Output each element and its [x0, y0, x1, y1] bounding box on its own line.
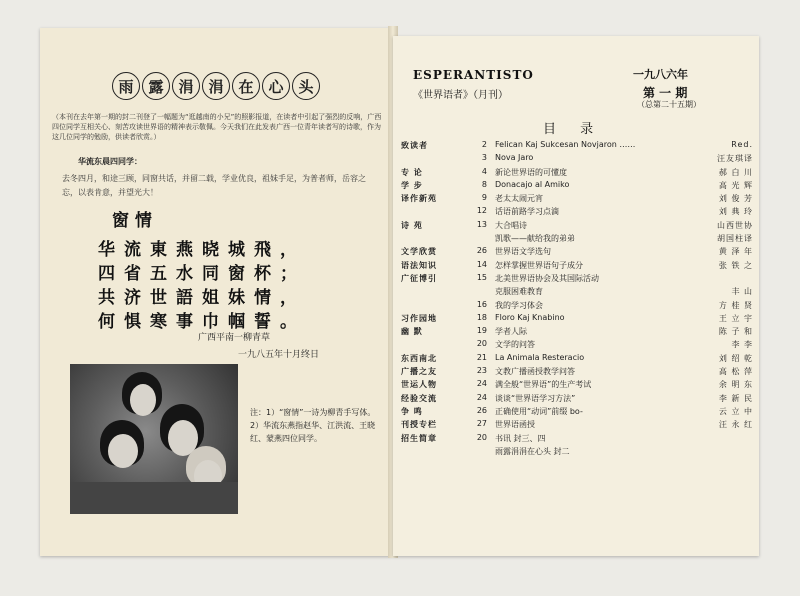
toc-author: 王 立 宇 [718, 313, 753, 323]
group-photo [70, 364, 238, 514]
toc-title: 我的学习体会 [495, 300, 543, 310]
poem-line: 华流東燕晓城飛， [98, 240, 306, 260]
toc-page: 13 [476, 219, 487, 229]
toc-row [401, 167, 753, 180]
toc-row [401, 246, 753, 259]
toc-section: 学 步 [401, 180, 423, 190]
toc-row [401, 366, 753, 379]
title-char: 露 [142, 72, 170, 100]
toc-section: 广播之友 [401, 367, 437, 377]
toc-row [401, 393, 753, 406]
toc-author: 高 松 萍 [718, 367, 753, 377]
toc-row [401, 300, 753, 313]
poem-title [112, 206, 152, 231]
toc-author: 山西世协 [717, 220, 753, 230]
toc-section: 东西南北 [401, 353, 437, 363]
toc-page: 20 [476, 339, 487, 349]
toc-page: 8 [481, 179, 487, 189]
magazine-name: ESPERANTISTO [413, 68, 534, 82]
signature-date: 一九八五年十月终日 [238, 350, 320, 360]
title-char: 在 [232, 72, 260, 100]
toc-title: 话语前路学习点滴 [495, 207, 559, 217]
toc-author: 李 李 [731, 340, 753, 350]
toc-section: 文学欣赏 [401, 247, 437, 257]
toc-page: 27 [476, 419, 487, 429]
toc-row [401, 326, 753, 339]
title-char: 头 [292, 72, 320, 100]
toc-author: 李 新 民 [718, 393, 753, 403]
toc-page: 9 [481, 193, 487, 203]
toc-row [401, 406, 753, 419]
toc-section: 争 鸣 [401, 406, 423, 416]
year: 一九八六年 [633, 68, 688, 81]
toc-page: 18 [476, 312, 487, 322]
toc-author: 刘 典 玲 [718, 207, 753, 217]
issue-number: 第 一 期 [643, 86, 688, 100]
toc-page: 3 [481, 153, 487, 163]
poem-line: 四省五水同窗杯； [98, 264, 306, 284]
toc-row [401, 433, 753, 446]
toc-row [401, 286, 753, 299]
toc-row [401, 233, 753, 246]
title-char: 雨 [112, 72, 140, 100]
contents-heading: 目 录 [543, 122, 604, 137]
toc-row [401, 180, 753, 193]
table-of-contents [401, 140, 753, 459]
toc-title: 谈谈“世界语学习方法” [495, 393, 576, 403]
toc-author: 云 立 中 [718, 406, 753, 416]
toc-title: La Animala Resteracio [495, 352, 585, 362]
toc-author: 郝 白 川 [718, 167, 753, 177]
toc-title: 文教广播函授教学问答 [495, 367, 575, 377]
title-char: 心 [262, 72, 290, 100]
toc-row [401, 353, 753, 366]
toc-section: 招生简章 [401, 433, 437, 443]
poem-line: 共济世語姐妹情， [98, 288, 306, 308]
feature-title [112, 72, 320, 100]
toc-author: Red. [731, 140, 753, 149]
poem [98, 238, 306, 334]
toc-row [401, 140, 753, 153]
toc-title: 雨露涓涓在心头 封二 [495, 446, 570, 456]
toc-title: 怎样掌握世界语句子成分 [495, 260, 583, 270]
toc-title: 大合唱诗 [495, 220, 527, 230]
toc-row [401, 379, 753, 392]
toc-page: 16 [476, 299, 487, 309]
signature: 广西平南一柳青草 [198, 333, 271, 343]
toc-section: 幽 默 [401, 327, 423, 337]
toc-title: 克服困难教育 [495, 287, 543, 297]
toc-row [401, 193, 753, 206]
toc-section: 世运人物 [401, 380, 437, 390]
toc-page: 19 [476, 326, 487, 336]
toc-title: Floro Kaj Knabino [495, 312, 565, 322]
toc-section: 专 论 [401, 167, 423, 177]
toc-author: 方 桂 贤 [718, 300, 753, 310]
toc-title: 新论世界语的可懂度 [495, 167, 567, 177]
toc-author: 黄 泽 年 [718, 247, 753, 257]
intro-paragraph: （本刊在去年第一期的封二刊登了一幅题为“逛越南的小兄”的照影报道，在读者中引起了强烈的反响，广西四位同学互相关心、刻苦攻读世界语的精神表示敬佩。今天我们在此发表广西一位青年读者写的诗歌，作为这几位同学的勉励，供读者欣赏。） [52, 113, 382, 141]
toc-page: 21 [476, 352, 487, 362]
toc-section: 致读者 [401, 141, 428, 150]
toc-title: Donacajo al Amiko [495, 179, 570, 189]
toc-section: 诗 苑 [401, 220, 423, 230]
poem-line: 何惧寒事巾帼誓。 [98, 312, 306, 332]
toc-author: 丰 山 [731, 287, 753, 297]
toc-title: Felican Kaj Sukcesan Novjaron …… [495, 140, 636, 149]
toc-row [401, 220, 753, 233]
toc-title: 世界语文学选句 [495, 247, 551, 257]
toc-title: 凯歌——献给我的弟弟 [495, 234, 575, 244]
toc-section: 语法知识 [401, 260, 437, 270]
greeting-body: 去冬四月，和途三顾，同窗共话，并留二载，学业优良，祖妹手足，为普者师，岳容之忘，以表肯意，并望光大！ [62, 174, 366, 197]
toc-section: 广征博引 [401, 273, 437, 283]
toc-row [401, 446, 753, 459]
toc-author: 高 光 辉 [718, 180, 753, 190]
toc-page: 2 [481, 140, 487, 149]
poem-title-text: 窗 情 [112, 211, 152, 231]
toc-page: 23 [476, 366, 487, 376]
toc-title: Nova Jaro [495, 153, 534, 163]
toc-title: 世界语函授 [495, 420, 535, 430]
toc-section: 译作新苑 [401, 194, 437, 204]
toc-row [401, 153, 753, 166]
toc-section: 刊授专栏 [401, 420, 437, 430]
toc-author: 刘 绍 乾 [718, 353, 753, 363]
toc-page: 26 [476, 405, 487, 415]
toc-page: 12 [476, 206, 487, 216]
toc-author: 刘 俊 芳 [718, 194, 753, 204]
toc-author: 汪 永 红 [718, 420, 753, 430]
right-page [393, 36, 759, 556]
toc-page: 4 [481, 166, 487, 176]
toc-section: 习作园地 [401, 313, 437, 323]
photo-note: 注：1）“窗情”一诗为柳青手写体。2）华流东燕指赵华、江洪流、王晓红、蒙燕四位同学。 [250, 408, 376, 443]
left-page [40, 28, 392, 556]
toc-author: 陈 子 和 [718, 327, 753, 337]
toc-page: 14 [476, 259, 487, 269]
toc-title: 北美世界语协会及其国际活动 [495, 273, 599, 283]
toc-row [401, 419, 753, 432]
toc-title: 正确使用“动词”前缀 bo- [495, 406, 583, 416]
toc-section: 经验交流 [401, 393, 437, 403]
toc-row [401, 206, 753, 219]
toc-row [401, 273, 753, 286]
toc-page: 24 [476, 379, 487, 389]
toc-author: 汪友琪译 [717, 154, 753, 164]
title-char: 涓 [202, 72, 230, 100]
title-char: 涓 [172, 72, 200, 100]
magazine-subtitle: 《世界语者》（月刊） [413, 90, 508, 101]
toc-title: 学者人际 [495, 327, 527, 337]
toc-author: 胡国柱译 [717, 234, 753, 244]
toc-title: 书讯 封三、四 [495, 433, 546, 443]
toc-row [401, 313, 753, 326]
toc-row [401, 339, 753, 352]
toc-title: 老太太闹元宵 [495, 194, 543, 204]
toc-author: 张 铁 之 [718, 260, 753, 270]
toc-title: 文学的问答 [495, 340, 535, 350]
greeting: 华流东晨四同学： [78, 157, 142, 166]
toc-title: 满全般“世界语”的生产考试 [495, 380, 592, 390]
toc-row [401, 260, 753, 273]
total-issue: （总第二十五期） [637, 100, 701, 109]
toc-author: 余 明 东 [718, 380, 753, 390]
toc-page: 20 [476, 432, 487, 442]
toc-page: 15 [476, 272, 487, 282]
toc-page: 24 [476, 392, 487, 402]
toc-page: 26 [476, 246, 487, 256]
